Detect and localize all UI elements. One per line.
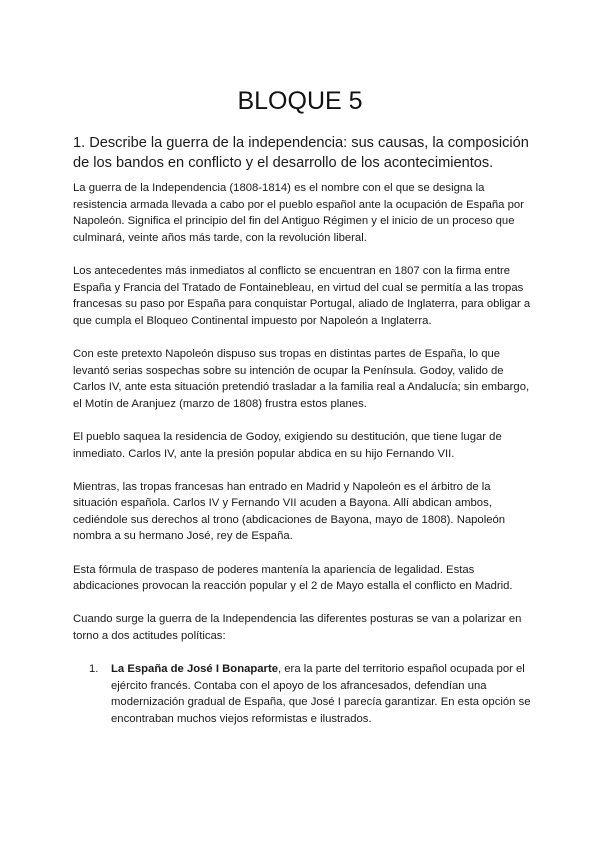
list-marker: 1. xyxy=(89,663,99,676)
paragraph-legality: Esta fórmula de traspaso de poderes mantenía la apariencia de legalidad. Estas abdicaciones provocan la reacción popular y el 2 de Mayo estalla el conflicto en Madrid. xyxy=(73,563,513,593)
positions-list xyxy=(73,661,531,727)
paragraph-intro: La guerra de la Independencia (1808-1814) es el nombre con el que se designa la resistencia armada llevada a cabo por el pueblo español ante la ocupación de España por Napoleón. Significa el principio del fin del Antiguo Régimen y el inicio de un proceso que culminará, veinte años más tarde, con la revolución liberal. xyxy=(73,182,524,244)
list-item-text: , era la parte del territorio español ocupada por el ejército francés. Contaba con el apoyo de los afrancesados, defendían una modernización gradual de España, que José I parecía garantizar. En esta opción se encontraban muchos viejos reformistas e ilustrados. xyxy=(111,663,531,725)
paragraph-antecedents: Los antecedentes más inmediatos al conflicto se encuentran en 1807 con la firma entre España y Francia del Tratado de Fontainebleau, en virtud del cual se permitía a las tropas francesas su paso por España para conquistar Portugal, aliado de Inglaterra, para obligar a que cumpla el Bloqueo Continental impuesto por Napoleón a Inglaterra. xyxy=(73,264,531,327)
paragraph-bayona: Mientras, las tropas francesas han entrado en Madrid y Napoleón es el árbitro de la situación española. Carlos IV y Fernando VII acuden a Bayona. Allí abdican ambos, cediéndole sus derechos al trono (abdicaciones de Bayona, mayo de 1808). Napoleón nombra a su hermano José, rey de España. xyxy=(73,480,506,543)
paragraph-pretext: Con este pretexto Napoleón dispuso sus tropas en distintas partes de España, lo que levantó serias sospechas sobre su intención de ocupar la Península. Godoy, valido de Carlos IV, ante esta situación pretendió trasladar a la familia real a Andalucía; sin embargo, el Motín de Aranjuez (marzo de 1808) frustra estos planes. xyxy=(73,347,530,410)
paragraph-positions: Cuando surge la guerra de la Independencia las diferentes posturas se van a polarizar en torno a dos actitudes políticas: xyxy=(73,613,522,643)
document-body xyxy=(73,180,531,728)
list-item xyxy=(73,661,531,727)
list-item-lead: La España de José I Bonaparte xyxy=(111,663,278,676)
question-heading: 1. Describe la guerra de la independencia: sus causas, la composición de los bandos en conflicto y el desarrollo de los acontecimientos. xyxy=(73,135,529,171)
paragraph-godoy: El pueblo saquea la residencia de Godoy, exigiendo su destitución, que tiene lugar de inmediato. Carlos IV, ante la presión popular abdica en su hijo Fernando VII. xyxy=(73,430,502,460)
page-title: BLOQUE 5 xyxy=(237,87,363,115)
